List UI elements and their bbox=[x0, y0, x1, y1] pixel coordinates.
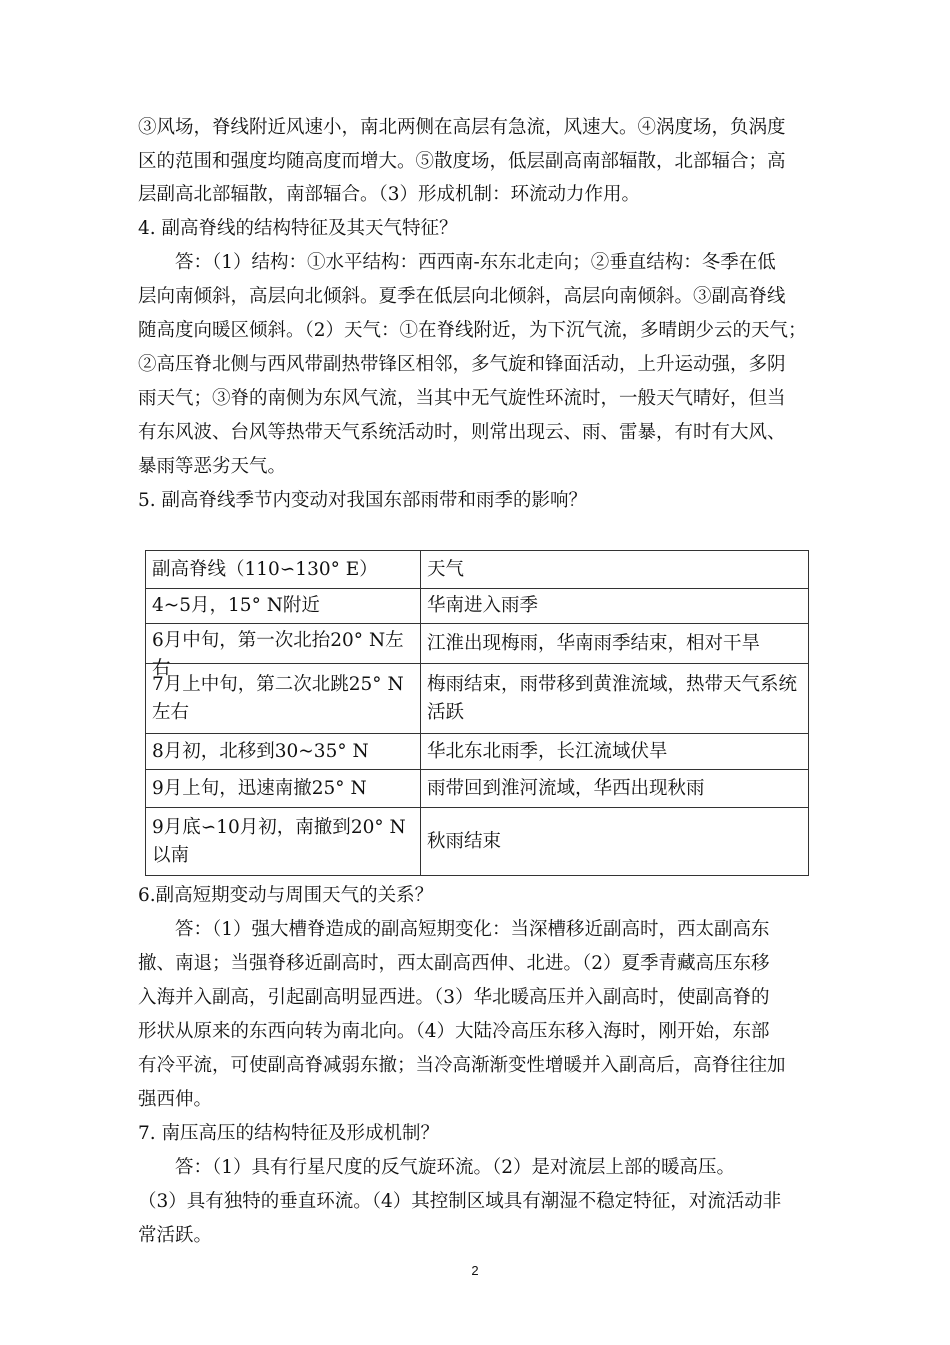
question-7-heading: 7. 南压高压的结构特征及形成机制？ bbox=[138, 1123, 440, 1144]
answer-4-line: 有东风波、台风等热带天气系统活动时，则常出现云、雨、雷暴，有时有大风、 bbox=[138, 422, 786, 443]
answer-4-line: 随高度向暖区倾斜。（2）天气：①在脊线附近，为下沉气流，多晴朗少云的天气； bbox=[138, 320, 807, 341]
table-cell: 7月上中旬，第二次北跳25° N左右 bbox=[146, 664, 421, 734]
answer-7-line: 答：（1）具有行星尺度的反气旋环流。（2）是对流层上部的暖高压。 bbox=[138, 1157, 736, 1178]
table-row bbox=[146, 624, 809, 664]
table-cell: 江淮出现梅雨，华南雨季结束，相对干旱 bbox=[421, 624, 809, 664]
answer-6-line: 有冷平流，可使副高脊减弱东撤；当冷高渐渐变性增暖并入副高后，高脊往往加 bbox=[138, 1055, 786, 1076]
table-row bbox=[146, 808, 809, 876]
question-5-heading: 5. 副高脊线季节内变动对我国东部雨带和雨季的影响？ bbox=[138, 490, 588, 511]
answer-4-line: 雨天气；③脊的南侧为东风气流，当其中无气旋性环流时，一般天气晴好，但当 bbox=[138, 388, 786, 409]
table-cell: 雨带回到淮河流域，华西出现秋雨 bbox=[421, 770, 809, 808]
answer-6-line: 入海并入副高，引起副高明显西进。（3）华北暖高压并入副高时，使副高脊的 bbox=[138, 987, 770, 1008]
table-cell: 秋雨结束 bbox=[421, 808, 809, 876]
ridge-line-table bbox=[145, 550, 809, 876]
table-cell: 梅雨结束，雨带移到黄淮流域，热带天气系统活跃 bbox=[421, 664, 809, 734]
answer-6-line: 强西伸。 bbox=[138, 1089, 213, 1110]
table-cell: 8月初，北移到30~35° N bbox=[146, 734, 421, 770]
table-cell: 华北东北雨季，长江流域伏旱 bbox=[421, 734, 809, 770]
table-cell: 华南进入雨季 bbox=[421, 589, 809, 624]
answer-7-line: 常活跃。 bbox=[138, 1225, 213, 1246]
table-cell: 4~5月，15° N附近 bbox=[146, 589, 421, 624]
question-4-heading: 4. 副高脊线的结构特征及其天气特征？ bbox=[138, 218, 458, 239]
answer-6-line: 形状从原来的东西向转为南北向。（4）大陆冷高压东移入海时，刚开始，东部 bbox=[138, 1021, 770, 1042]
answer-4-line: 暴雨等恶劣天气。 bbox=[138, 456, 287, 477]
table-row bbox=[146, 664, 809, 734]
paragraph-line: 区的范围和强度均随高度而增大。⑤散度场，低层副高南部辐散，北部辐合；高 bbox=[138, 151, 786, 172]
answer-6-line: 答：（1）强大槽脊造成的副高短期变化：当深槽移近副高时，西太副高东 bbox=[138, 919, 770, 940]
paragraph-line: 层副高北部辐散，南部辐合。（3）形成机制：环流动力作用。 bbox=[138, 184, 641, 205]
table-cell bbox=[146, 624, 421, 679]
answer-6-line: 撤、南退；当强脊移近副高时，西太副高西伸、北进。（2）夏季青藏高压东移 bbox=[138, 953, 770, 974]
table-row bbox=[146, 589, 809, 624]
answer-7-line: （3）具有独特的垂直环流。（4）其控制区域具有潮湿不稳定特征，对流活动非 bbox=[138, 1191, 782, 1212]
page-number: 2 bbox=[471, 1263, 479, 1278]
question-6-heading: 6.副高短期变动与周围天气的关系？ bbox=[138, 885, 434, 906]
table-header-cell: 副高脊线（110∽130° E） bbox=[146, 551, 421, 589]
answer-4-line: 层向南倾斜，高层向北倾斜。夏季在低层向北倾斜，高层向南倾斜。③副高脊线 bbox=[138, 286, 786, 307]
clipped-cell-text: 6月中旬，第一次北抬20° N左右 bbox=[152, 629, 404, 679]
table-row bbox=[146, 734, 809, 770]
table-cell: 9月底∽10月初，南撤到20° N以南 bbox=[146, 808, 421, 876]
answer-4-line: 答：（1）结构：①水平结构：西西南-东东北走向；②垂直结构：冬季在低 bbox=[138, 252, 776, 273]
table-header-cell: 天气 bbox=[421, 551, 809, 589]
table-header-row bbox=[146, 551, 809, 589]
table-row bbox=[146, 770, 809, 808]
answer-4-line: ②高压脊北侧与西风带副热带锋区相邻，多气旋和锋面活动，上升运动强，多阴 bbox=[138, 354, 786, 375]
paragraph-line: ③风场，脊线附近风速小，南北两侧在高层有急流，风速大。④涡度场，负涡度 bbox=[138, 117, 786, 138]
table-cell: 9月上旬，迅速南撤25° N bbox=[146, 770, 421, 808]
